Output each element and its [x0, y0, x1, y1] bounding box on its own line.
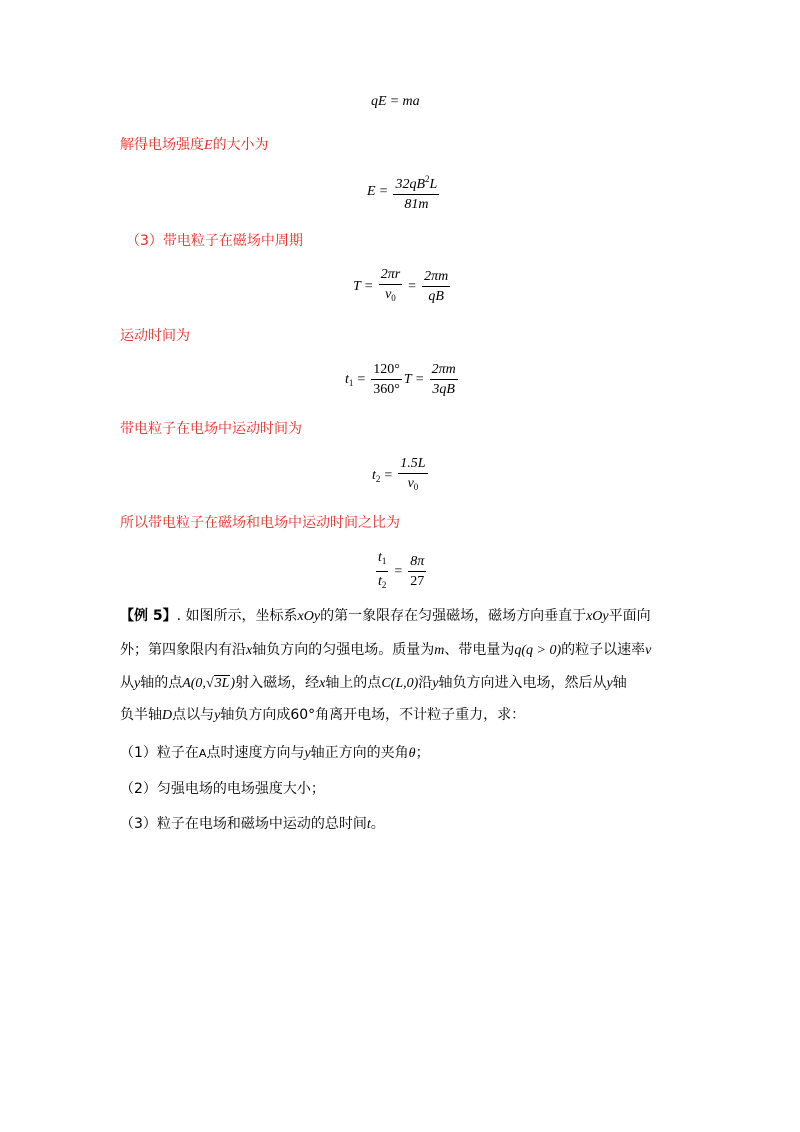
q1-var1: A	[198, 747, 207, 760]
eq-period-num-1: 2πr	[379, 266, 402, 285]
example5-sqrt	[206, 675, 230, 693]
equation-t1	[345, 361, 460, 398]
eq-t1-fraction-2	[430, 361, 458, 398]
eq-force-right: ma	[402, 94, 420, 109]
example5-line-3	[120, 674, 627, 693]
example5-line3-g: 轴	[612, 675, 627, 691]
eq-period-equals-1: =	[364, 278, 373, 294]
eq-t1-equals-2: =	[415, 371, 424, 387]
solve-field-suffix: 的大小为	[212, 137, 269, 153]
eq-ratio-fraction-left	[376, 549, 388, 594]
eq-t2-den-text: v	[407, 476, 414, 491]
q1-var3: θ	[408, 746, 416, 761]
question-2	[120, 780, 325, 798]
eq-t2-den-sub: 0	[413, 482, 419, 492]
part3-heading	[126, 232, 303, 250]
example5-line3-a: 从	[120, 675, 134, 691]
eq-t1-num-2: 2πm	[430, 361, 458, 380]
example5-line2-d: 的粒子以速率	[561, 642, 646, 658]
eq-t2-lhs-sub: 2	[375, 473, 381, 484]
question-3	[120, 815, 385, 834]
eq-period-den-2: qB	[428, 289, 444, 304]
eq-field-equals: =	[379, 184, 388, 199]
q1-a: （1）粒子在	[120, 745, 199, 761]
eq-ratio-rnum: 8π	[408, 553, 426, 572]
eq-period-num-2: 2πm	[422, 268, 450, 287]
example5-line3-var4: C(L,0)	[381, 676, 419, 691]
eq-t1-lhs-sub: 1	[348, 377, 354, 388]
eq-t2-lhs	[372, 468, 380, 484]
electric-time-text	[120, 420, 302, 438]
example5-line1-a: . 如图所示，坐标系	[176, 608, 298, 624]
q1-var2: y	[304, 746, 311, 761]
eq-ratio-den-text: t	[378, 574, 382, 589]
eq-t2-equals: =	[384, 467, 393, 483]
eq-t1-equals-1: =	[357, 371, 366, 387]
example5-line1-var1: xOy	[297, 609, 321, 624]
ratio-text	[120, 514, 400, 532]
example5-line4-d: 角离开电场，不计粒子重力，求：	[315, 707, 526, 723]
eq-field-lhs: E	[367, 184, 376, 199]
q1-b: 点时速度方向与	[206, 745, 305, 761]
eq-t1-mid: T	[403, 371, 412, 387]
eq-period-den-1-text: v	[385, 287, 392, 302]
equation-field	[367, 171, 441, 213]
example5-line4-c: 轴负方向成	[220, 707, 291, 723]
q1-d: ；	[415, 745, 430, 761]
eq-t2-fraction	[398, 455, 427, 496]
eq-ratio-den	[376, 572, 388, 594]
eq-field-numerator	[393, 171, 439, 195]
example5-line3-f: 轴负方向进入电场，然后从	[438, 675, 607, 691]
motion-time-label: 运动时间为	[120, 328, 190, 344]
eq-field-num-tail: L	[429, 177, 438, 192]
q2-a: （2）匀强电场的电场强度大小；	[120, 781, 325, 797]
example5-line2-var1: x	[246, 643, 253, 658]
eq-t1-lhs-text: t	[345, 371, 349, 387]
eq-t2-num: 1.5L	[398, 455, 427, 474]
eq-ratio-num-sub: 1	[381, 556, 387, 566]
eq-t1-fraction-1	[371, 361, 402, 398]
example5-line2-c: 、带电量为	[444, 642, 515, 658]
eq-field-num-sup: 2	[425, 174, 430, 184]
example5-line3-c: 射入磁场，经	[235, 675, 320, 691]
example5-line4-b: 点以与	[172, 707, 215, 723]
example5-line3-d: 轴上的点	[325, 675, 382, 691]
example5-line3-var1: y	[134, 676, 141, 691]
eq-field-num-text: 32qB	[395, 177, 426, 192]
example5-line2-a: 外；第四象限内有沿	[120, 642, 246, 658]
eq-field-denominator: 81m	[404, 197, 429, 212]
equation-t2	[372, 455, 430, 496]
eq-period-den-1	[383, 285, 398, 307]
eq-ratio-rden: 27	[410, 574, 425, 589]
eq-period-equals-2: =	[408, 278, 417, 294]
example5-line4-var2: y	[214, 708, 221, 723]
example5-line2-var4: v	[645, 643, 652, 658]
sqrt-sign: √	[205, 676, 214, 691]
eq-t2-lhs-text: t	[372, 467, 376, 483]
q3-b: 。	[370, 816, 385, 832]
example5-line3-var6: y	[606, 676, 613, 691]
motion-time-text	[120, 327, 190, 345]
example5-line3-var3: x	[319, 676, 326, 691]
eq-force-equals: =	[390, 94, 399, 109]
example5-line1-var2: xOy	[586, 609, 609, 624]
equation-period	[353, 266, 452, 307]
example5-line3-var2b: )	[230, 676, 236, 691]
eq-t1-num-1: 120°	[371, 361, 402, 380]
equation-force	[371, 94, 420, 110]
eq-period-den-1-sub: 0	[391, 293, 396, 303]
example5-line4-var3: 60°	[290, 707, 316, 723]
eq-ratio-den-sub: 2	[381, 580, 387, 590]
eq-period-fraction-2	[422, 268, 450, 305]
example5-line4-var1: D	[162, 708, 173, 723]
eq-field-fraction	[393, 171, 439, 213]
example5-line3-var5: y	[432, 676, 439, 691]
example5-line2-var3: q(q > 0)	[514, 643, 562, 658]
question-1	[120, 744, 430, 763]
eq-t1-lhs	[345, 372, 353, 388]
ratio-label: 所以带电粒子在磁场和电场中运动时间之比为	[120, 515, 400, 531]
example5-line2-var2: m	[434, 643, 445, 658]
eq-t1-den-1: 360°	[373, 382, 400, 397]
example5-line2-b: 轴负方向的匀强电场。质量为	[252, 642, 435, 658]
eq-force-left: qE	[371, 94, 387, 109]
example5-line1-c: 平面向	[608, 608, 651, 624]
example5-tag: 【例 5】	[120, 608, 177, 624]
q3-var1: t	[366, 817, 371, 832]
eq-ratio-fraction-right	[408, 553, 426, 590]
solve-field-prefix: 解得电场强度	[120, 137, 204, 153]
part3-text: （3）带电粒子在磁场中周期	[126, 233, 303, 249]
solve-field-var: E	[204, 138, 213, 153]
example5-line3-b: 轴的点	[140, 675, 183, 691]
equation-ratio	[374, 549, 428, 594]
eq-t1-den-2: 3qB	[432, 382, 455, 397]
eq-ratio-num	[376, 549, 388, 572]
q1-c: 轴正方向的夹角	[310, 745, 409, 761]
example5-line3-e: 沿	[418, 675, 433, 691]
example5-line-2	[120, 641, 651, 660]
eq-t2-den	[406, 474, 421, 496]
eq-ratio-equals: =	[394, 563, 403, 579]
eq-period-lhs: T	[353, 278, 361, 294]
example5-line-4	[120, 706, 525, 725]
solve-field-text	[120, 136, 269, 155]
example5-line3-var2: A(0,	[182, 676, 206, 691]
example5-line-1	[120, 607, 651, 626]
eq-period-fraction-1	[379, 266, 402, 307]
example5-line4-a: 负半轴	[120, 707, 162, 723]
eq-ratio-num-text: t	[378, 550, 382, 565]
example5-sqrt-body: 3L	[214, 676, 230, 691]
q3-a: （3）粒子在电场和磁场中运动的总时间	[120, 816, 367, 832]
electric-time-label: 带电粒子在电场中运动时间为	[120, 421, 302, 437]
example5-line1-b: 的第一象限存在匀强磁场，磁场方向垂直于	[320, 608, 587, 624]
